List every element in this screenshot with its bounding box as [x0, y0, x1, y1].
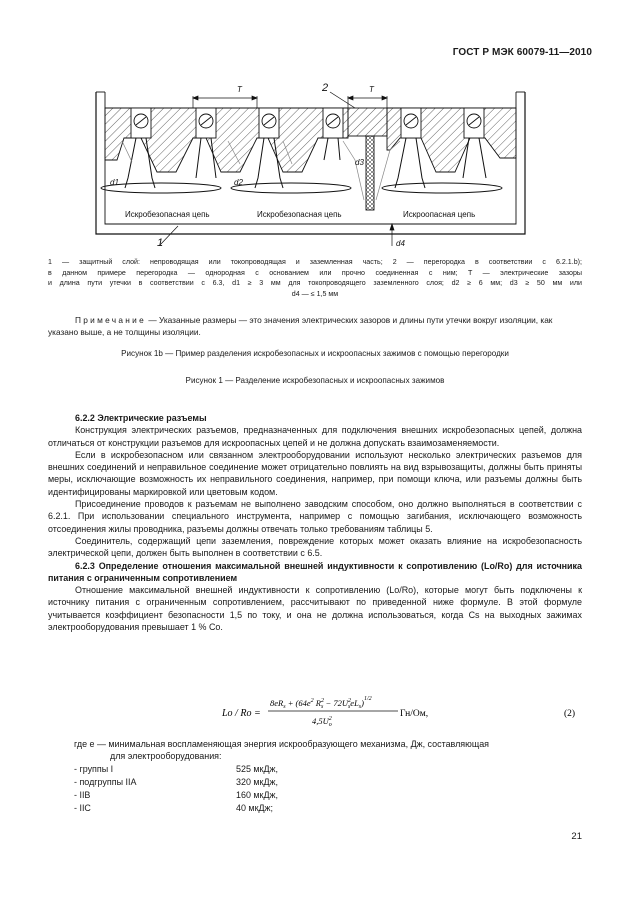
formula-unit: Гн/Ом,: [400, 709, 429, 719]
label-circuit-1: Искробезопасная цепь: [125, 210, 210, 219]
label-T-left: T: [237, 85, 242, 94]
paragraph: Если в искробезопасном или связанном электрооборудовании используют несколько электрических разъемов для внешних соединений и неправильное соединение может отрицательно повлиять на вид взрывозащиты, должны быть приняты меры, исключающие возможность их неправильного соединения, например, при помощи ключа, или разъемы должны быть идентифицированы маркировкой или цветовым кодом.: [48, 449, 582, 497]
group-row: - IIB 160 мкДж,: [74, 790, 278, 800]
formula-denominator: $4,5U^2$ o: [312, 716, 332, 728]
where-text: где e — минимальная воспламеняющая энергия искрообразующего механизма, Дж, составляющая: [74, 739, 489, 749]
figure-1b-drawing: [0, 70, 630, 255]
label-T-right: T: [369, 85, 374, 94]
legend-line: в данном примере перегородка — однородная с основанием или прочно соединенная с ним; T — электрические зазоры: [48, 268, 582, 277]
label-d3: d3: [355, 158, 364, 167]
label-circuit-3: Искроопасная цепь: [403, 210, 476, 219]
page-number: 21: [571, 831, 582, 842]
group-row: - группы I 525 мкДж,: [74, 764, 278, 774]
note-text: — Указанные размеры — это значения электрических зазоров и длины пути утечки вокруг изоляции, как указано выше, а не толщины изоляции.: [48, 315, 553, 338]
paragraph: Присоединение проводов к разъемам не выполнено заводским способом, оно должно выполняться в соответствии с 6.2.1. При использовании специального инструмента, например с помощью загибания, исключающего возможность отсоединения жилы проводника, разъемы должны отвечать только требованиям таблицы 5.: [48, 499, 582, 534]
paragraph: Отношение максимальной внешней индуктивности к сопротивлению (Lo/Ro), которые могут быть подключены к источнику питания с ограниченным сопротивлением, рассчитывают по приведенной ниже формуле. В этой формуле учитывается коэффициент безопасности 1,5 по току, и она не должна использоваться, когда Cs на выходных зажимах электрооборудования превышает 1 % Co.: [48, 585, 582, 633]
label-circuit-2: Искробезопасная цепь: [257, 210, 342, 219]
legend-line: d4 — ≤ 1,5 мм: [291, 289, 339, 298]
section-6-2-2: [48, 412, 582, 633]
formula-2: [0, 692, 630, 734]
paragraph: Конструкция электрических разъемов, предназначенных для подключения внешних искробезопасных цепей, должна отличаться от конструкции разъемов для искроопасных цепей и не должна допускать взаимозаменяемости.: [48, 425, 582, 448]
partition: [348, 108, 387, 210]
formula-where: [74, 738, 582, 763]
formula-numerator: $8eR_s + (64e^2$ $R^2$ $s - 72U^2$ seL$_s$)$^{1/2}$: [270, 696, 372, 710]
note: [48, 314, 582, 339]
label-2: 2: [322, 82, 329, 94]
label-d4: d4: [396, 239, 405, 248]
label-1: 1: [157, 237, 164, 249]
cable-bundles: [101, 183, 502, 193]
document-header: ГОСТ Р МЭК 60079-11—2010: [452, 47, 592, 58]
label-d1: d1: [110, 178, 119, 187]
caption-figure-1: Рисунок 1 — Разделение искробезопасных и искроопасных зажимов: [185, 376, 445, 385]
section-heading: 6.2.2 Электрические разъемы: [75, 413, 207, 423]
paragraph: Соединитель, содержащий цепи заземления, повреждение которых может оказать влияние на искробезопасность электрической цепи, должен быть выполнен в соответствии с 6.5.: [48, 535, 582, 559]
label-d2: d2: [234, 178, 243, 187]
legend-line: 1 — защитный слой: непроводящая или токопроводящая и заземленная часть; 2 — перегородка в соответствии с 6.2.1.b);: [48, 258, 582, 266]
group-row: - подгруппы IIA 320 мкДж,: [74, 777, 278, 787]
note-label: Примечание: [75, 315, 147, 325]
legend-line: и длина пути утечки в соответствии с 6.3, d1 ≥ 3 мм для токопроводящего заземленного слоя; d2 ≥ 6 мм; d3 ≥ 50 мм или: [48, 279, 582, 288]
formula-lhs: Lo / Ro =: [222, 708, 261, 719]
caption-figure-1b: Рисунок 1b — Пример разделения искробезопасных и искроопасных зажимов с помощью перегородки: [121, 349, 509, 358]
figure-legend: [48, 257, 582, 299]
formula-number: (2): [564, 709, 576, 719]
group-row: - IIC 40 мкДж;: [74, 803, 273, 813]
where-text-2: для электрооборудования:: [110, 751, 222, 762]
section-heading: 6.2.3 Определение отношения максимальной внешней индуктивности к сопротивлению (Lo/Ro) для источника питания с ограниченным сопротивлением: [48, 560, 582, 583]
